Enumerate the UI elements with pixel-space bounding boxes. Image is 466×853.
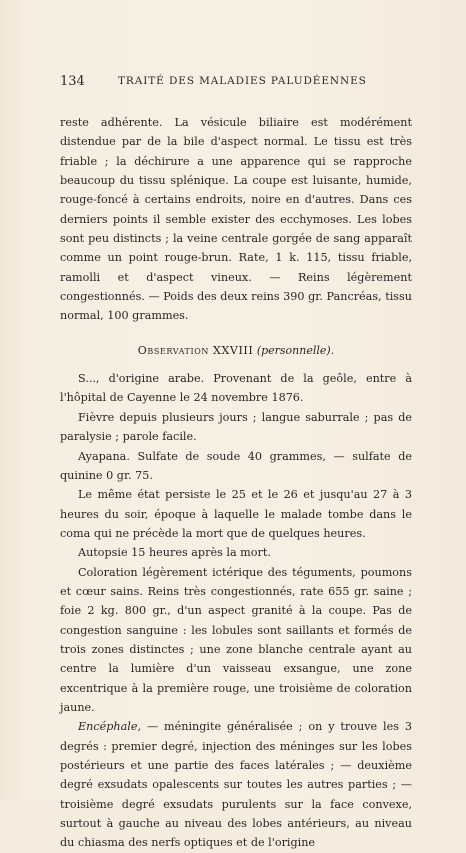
paragraph-text: — méningite généralisée ; on y trouve les 3 degrés : premier degré, injection des méninges sur les lobes postérieurs et une partie des faces latérales ; — deuxième degré exsudats opalescents sur toutes les autres parties ; — troisième degré exsudats purulents sur la face convexe, surtout à gauche au niveau des lobes antérieurs, au niveau du chiasma des nerfs optiques et de l'origine bbox=[60, 720, 412, 850]
running-title: TRAITÉ DES MALADIES PALUDÉENNES bbox=[118, 75, 367, 87]
paragraph: Le même état persiste le 25 et le 26 et jusqu'au 27 à 3 heures du soir, époque à laquelle le malade tombe dans le coma qui ne précède la mort que de quelques heures. bbox=[60, 488, 412, 540]
page-number: 134 bbox=[60, 74, 85, 89]
paragraph: Fièvre depuis plusieurs jours ; langue saburrale ; pas de paralysie ; parole facile. bbox=[60, 410, 412, 444]
paragraph: Ayapana. Sulfate de soude 40 grammes, — sulfate de quinine 0 gr. 75. bbox=[60, 449, 412, 482]
paragraph: Autopsie 15 heures après la mort. bbox=[78, 546, 271, 560]
page-header bbox=[60, 74, 412, 90]
observation-note: (personnelle). bbox=[256, 343, 335, 357]
observation-heading bbox=[60, 341, 412, 360]
observation-label: Observation XXVIII bbox=[137, 343, 254, 357]
paragraph: S..., d'origine arabe. Provenant de la geôle, entre à l'hôpital de Cayenne le 24 novembre 1876. bbox=[60, 372, 412, 405]
paragraph-lead: Encéphale, bbox=[78, 720, 142, 734]
paragraph-encephale bbox=[60, 717, 412, 852]
paragraph: Coloration légèrement ictérique des téguments, poumons et cœur sains. Reins très congestionnés, rate 655 gr. saine ; foie 2 kg. 800 gr., d'un aspect granité à la coupe. Pas de congestion sanguine : les lobules sont saillants et formés de trois zones distinctes ; une zone blanche centrale ayant au centre la lumière d'un vaisseau exsangue, une zone excentrique à la première rouge, une troisième de coloration jaune. bbox=[60, 565, 412, 714]
page-body bbox=[60, 113, 412, 853]
paragraph: reste adhérente. La vésicule biliaire est modérément distendue par de la bile d'aspect normal. Le tissu est très friable ; la déchirure a une apparence qui se rapproche beaucoup du tissu splénique. La coupe est luisante, humide, rouge-foncé à certains endroits, noire en d'autres. Dans ces derniers points il semble exister des ecchymoses. Les lobes sont peu distincts ; la veine centrale gorgée de sang apparaît comme un point rouge-brun. Rate, 1 k. 115, tissu friable, ramolli et d'aspect vineux. — Reins légèrement congestionnés. — Poids des deux reins 390 gr. Pancréas, tissu normal, 100 grammes. bbox=[60, 116, 412, 323]
